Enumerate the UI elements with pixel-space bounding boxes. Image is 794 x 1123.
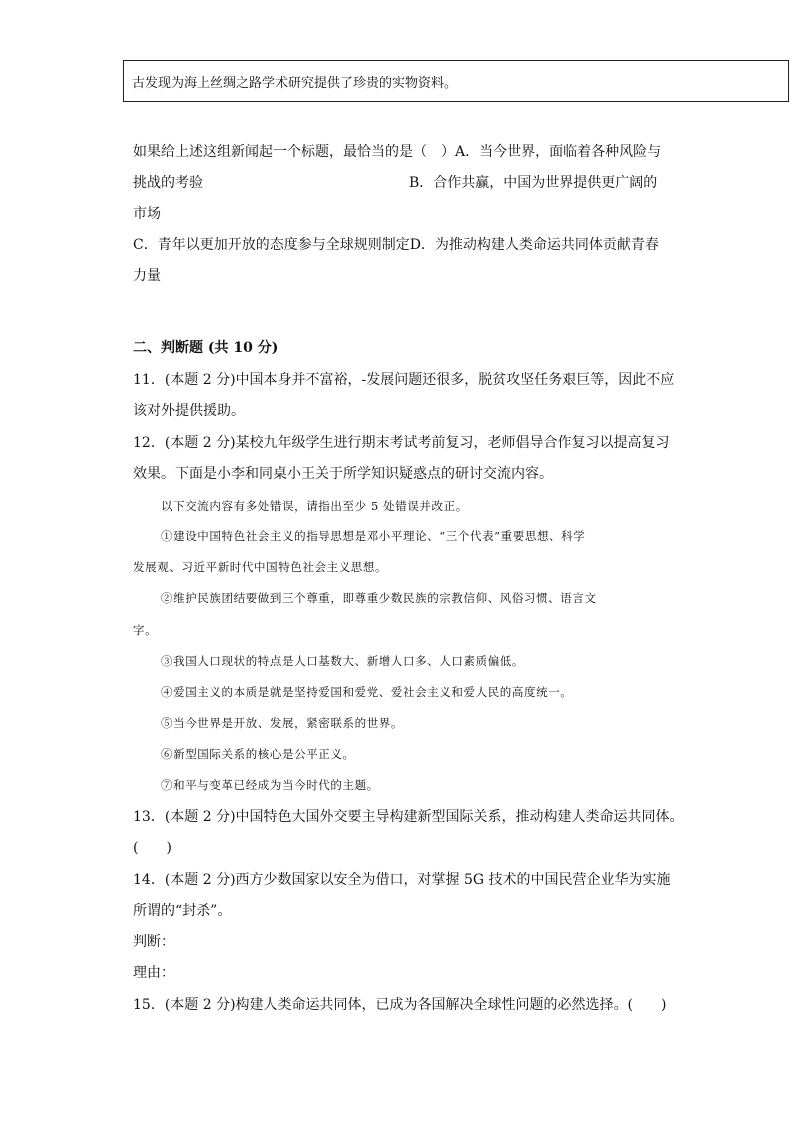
q11-line-2: 该对外提供援助。 bbox=[133, 403, 245, 419]
q12-item-7: ⑦和平与变革已经成为当今时代的主题。 bbox=[161, 778, 379, 792]
q13-line-2: ( ) bbox=[133, 840, 172, 856]
box-text: 古发现为海上丝绸之路学术研究提供了珍贵的实物资料。 bbox=[132, 76, 458, 91]
q14-judge-label: 判断： bbox=[133, 934, 175, 950]
q12-item-2a: ②维护民族团结要做到三个尊重，即尊重少数民族的宗教信仰、风俗习惯、语言文 bbox=[161, 591, 597, 605]
q14-line-2: 所谓的“封杀”。 bbox=[133, 903, 232, 919]
section-title-judgement: 二、判断题 (共 10 分) bbox=[133, 340, 279, 356]
q12-item-4: ④爱国主义的本质是就是坚持爱国和爱党、爱社会主义和爱人民的高度统一。 bbox=[161, 685, 573, 699]
q10-line-1: 如果给上述这组新闻起一个标题，最恰当的是（ ）A．当今世界，面临着各种风险与 bbox=[133, 144, 662, 160]
q14-line-1: 14．(本题 2 分)西方少数国家以安全为借口，对掌握 5G 技术的中国民营企业华为实施 bbox=[133, 872, 671, 888]
q12-item-1a: ①建设中国特色社会主义的指导思想是邓小平理论、“三个代表”重要思想、科学 bbox=[161, 529, 586, 543]
q13-line-1: 13．(本题 2 分)中国特色大国外交要主导构建新型国际关系，推动构建人类命运共同体。 bbox=[133, 809, 684, 825]
q12-item-1b: 发展观、习近平新时代中国特色社会主义思想。 bbox=[133, 560, 388, 574]
q15-line-1: 15．(本题 2 分)构建人类命运共同体，已成为各国解决全球性问题的必然选择。( ) bbox=[133, 997, 667, 1013]
q12-line-1: 12．(本题 2 分)某校九年级学生进行期末考试考前复习，老师倡导合作复习以提高复习 bbox=[133, 435, 670, 451]
q12-item-3: ③我国人口现状的特点是人口基数大、新增人口多、人口素质偏低。 bbox=[161, 654, 524, 668]
q10-line-2a: 挑战的考验 bbox=[133, 175, 203, 191]
q10-line-2b: B．合作共赢，中国为世界提供更广阔的 bbox=[409, 175, 658, 191]
q12-intro: 以下交流内容有多处错误，请指出至少 5 处错误并改正。 bbox=[161, 499, 468, 513]
q11-line-1: 11．(本题 2 分)中国本身并不富裕，-发展问题还很多，脱贫攻坚任务艰巨等，因此不应 bbox=[133, 372, 675, 388]
q14-reason-label: 理由： bbox=[133, 965, 175, 981]
q10-line-3: 市场 bbox=[133, 206, 161, 222]
q10-line-5: 力量 bbox=[133, 268, 161, 284]
q10-line-4: C．青年以更加开放的态度参与全球规则制定D．为推动构建人类命运共同体贡献青春 bbox=[133, 237, 659, 253]
news-text-box bbox=[123, 60, 789, 102]
q12-item-6: ⑥新型国际关系的核心是公平正义。 bbox=[161, 747, 355, 761]
q12-line-2: 效果。下面是小李和同桌小王关于所学知识疑惑点的研讨交流内容。 bbox=[133, 466, 553, 482]
q12-item-2b: 字。 bbox=[133, 623, 158, 637]
q12-item-5: ⑤当今世界是开放、发展，紧密联系的世界。 bbox=[161, 716, 403, 730]
